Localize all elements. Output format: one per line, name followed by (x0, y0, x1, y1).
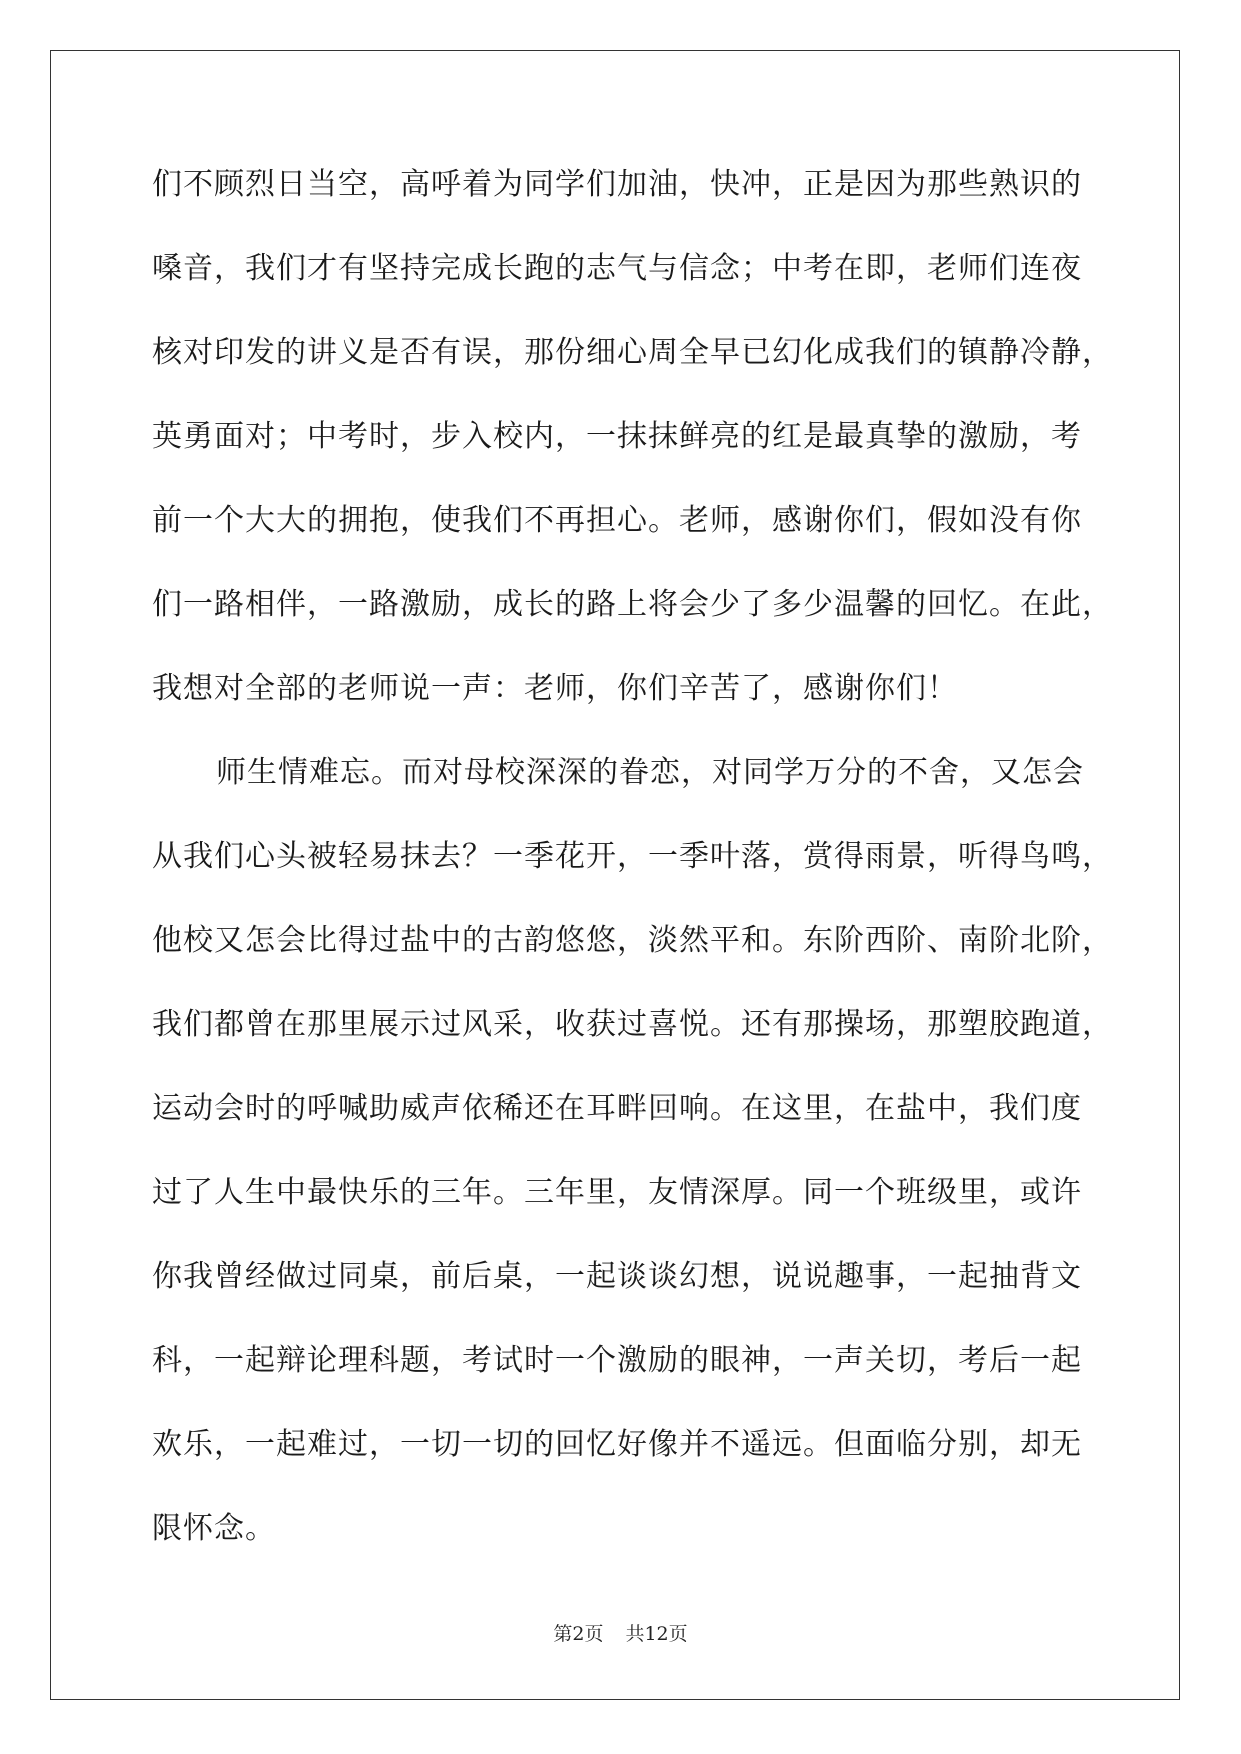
text-line: 从我们心头被轻易抹去？一季花开，一季叶落，赏得雨景，听得鸟鸣， (152, 839, 1113, 874)
text-line: 核对印发的讲义是否有误，那份细心周全早已幻化成我们的镇静冷静， (152, 335, 1113, 370)
text-line: 前一个大大的拥抱，使我们不再担心。老师，感谢你们，假如没有你 (152, 503, 1082, 538)
page-footer (0, 1619, 1241, 1646)
text-line: 我想对全部的老师说一声：老师，你们辛苦了，感谢你们！ (152, 671, 958, 706)
text-line: 欢乐，一起难过，一切一切的回忆好像并不遥远。但面临分别，却无 (152, 1427, 1082, 1462)
text-line: 他校又怎会比得过盐中的古韵悠悠，淡然平和。东阶西阶、南阶北阶， (152, 923, 1113, 958)
text-line: 嗓音，我们才有坚持完成长跑的志气与信念；中考在即，老师们连夜 (152, 251, 1082, 286)
text-line: 科，一起辩论理科题，考试时一个激励的眼神，一声关切，考后一起 (152, 1343, 1082, 1378)
text-line: 英勇面对；中考时，步入校内，一抹抹鲜亮的红是最真挚的激励，考 (152, 419, 1082, 454)
text-line: 你我曾经做过同桌，前后桌，一起谈谈幻想，说说趣事，一起抽背文 (152, 1259, 1082, 1294)
paragraph-start-line: 师生情难忘。而对母校深深的眷恋，对同学万分的不舍，又怎会 (216, 755, 1084, 790)
text-line: 我们都曾在那里展示过风采，收获过喜悦。还有那操场，那塑胶跑道， (152, 1007, 1113, 1042)
text-line: 运动会时的呼喊助威声依稀还在耳畔回响。在这里，在盐中，我们度 (152, 1091, 1082, 1126)
page-total: 共12页 (625, 1623, 688, 1645)
text-line: 们不顾烈日当空，高呼着为同学们加油，快冲，正是因为那些熟识的 (152, 167, 1082, 202)
page-number: 第2页 (553, 1623, 604, 1645)
document-body (152, 160, 1113, 1588)
text-line: 们一路相伴，一路激励，成长的路上将会少了多少温馨的回忆。在此， (152, 587, 1113, 622)
text-line: 过了人生中最快乐的三年。三年里，友情深厚。同一个班级里，或许 (152, 1175, 1082, 1210)
text-line: 限怀念。 (152, 1511, 276, 1546)
